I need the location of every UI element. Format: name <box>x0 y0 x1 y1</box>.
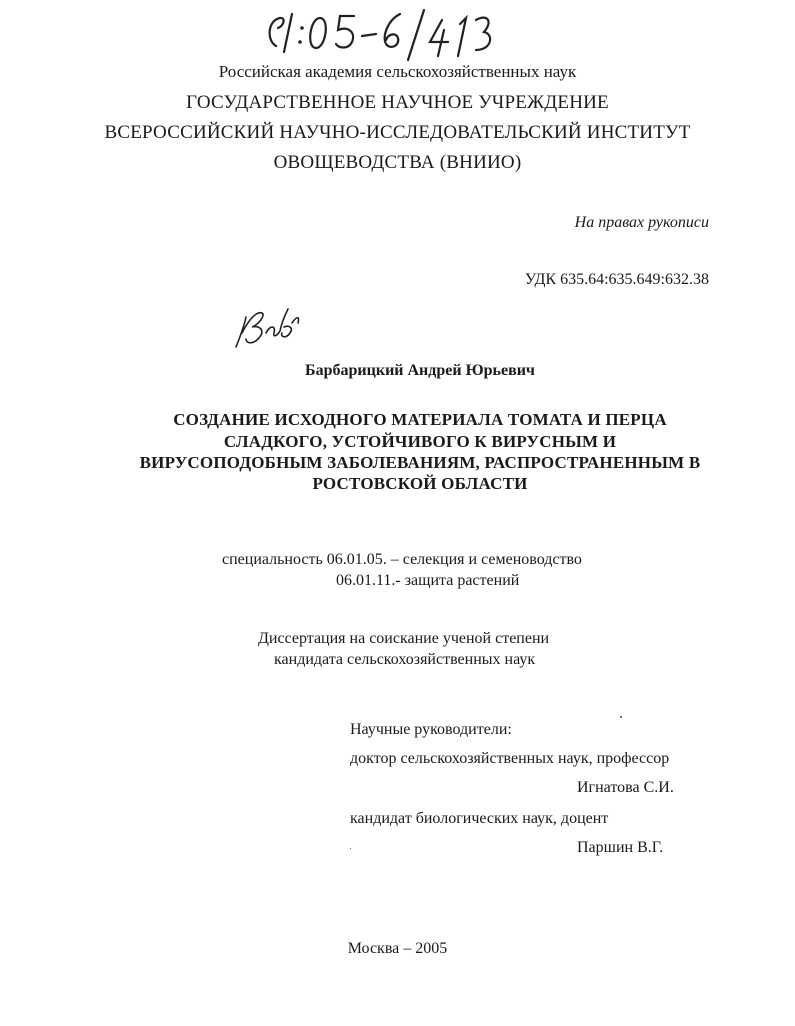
supervisors-label: Научные руководители: <box>350 721 512 738</box>
handwritten-stroke <box>458 18 466 56</box>
dissertation-line-1: Диссертация на соискание ученой степени <box>258 630 550 647</box>
signature-stroke <box>266 309 299 337</box>
udk-code: УДК 635.64:635.649:632.38 <box>524 271 709 288</box>
specialty-line-2: 06.01.11.- защита растений <box>336 572 520 589</box>
specialty-line-1: специальность 06.01.05. – селекция и семеноводство <box>222 551 582 568</box>
title-line-1: СОЗДАНИЕ ИСХОДНОГО МАТЕРИАЛА ТОМАТА И ПЕРЦА <box>173 410 667 429</box>
scan-speck <box>620 716 622 718</box>
signature-stroke <box>236 313 263 347</box>
manuscript-rights-note: На правах рукописи <box>574 214 709 231</box>
institution-line-1: ГОСУДАРСТВЕННОЕ НАУЧНОЕ УЧРЕЖДЕНИЕ <box>186 92 609 113</box>
handwritten-stroke <box>310 18 326 48</box>
handwritten-stroke <box>430 20 448 56</box>
scan-speck <box>350 848 351 849</box>
handwritten-archive-code <box>262 6 502 62</box>
title-line-3: ВИРУСОПОДОБНЫМ ЗАБОЛЕВАНИЯМ, РАСПРОСТРАНЕННЫМ В <box>139 453 701 472</box>
institution-line-3: ОВОЩЕВОДСТВА (ВНИИО) <box>273 152 522 173</box>
institution-line-2: ВСЕРОССИЙСКИЙ НАУЧНО-ИССЛЕДОВАТЕЛЬСКИЙ ИНСТИТУТ <box>104 122 691 143</box>
handwritten-stroke <box>385 14 400 47</box>
handwritten-stroke <box>362 34 376 36</box>
handwritten-stroke <box>270 18 284 46</box>
city-year: Москва – 2005 <box>347 940 448 957</box>
handwritten-stroke <box>476 18 490 50</box>
supervisor-1-name: Игнатова С.И. <box>577 779 674 796</box>
title-line-2: СЛАДКОГО, УСТОЙЧИВОГО К ВИРУСНЫМ И <box>223 432 617 451</box>
academy-name: Российская академия сельскохозяйственных наук <box>218 62 577 81</box>
handwritten-stroke <box>284 14 292 52</box>
supervisor-2-name: Паршин В.Г. <box>577 839 664 856</box>
author-name: Барбарицкий Андрей Юрьевич <box>305 362 535 379</box>
dissertation-line-2: кандидата сельскохозяйственных наук <box>274 651 536 668</box>
author-signature <box>232 303 302 353</box>
handwritten-stroke <box>408 10 424 60</box>
handwritten-stroke <box>336 16 354 48</box>
supervisor-2-degree: кандидат биологических наук, доцент <box>350 810 609 827</box>
title-line-4: РОСТОВСКОЙ ОБЛАСТИ <box>312 474 528 493</box>
supervisor-1-degree: доктор сельскохозяйственных наук, профессор <box>350 750 670 767</box>
